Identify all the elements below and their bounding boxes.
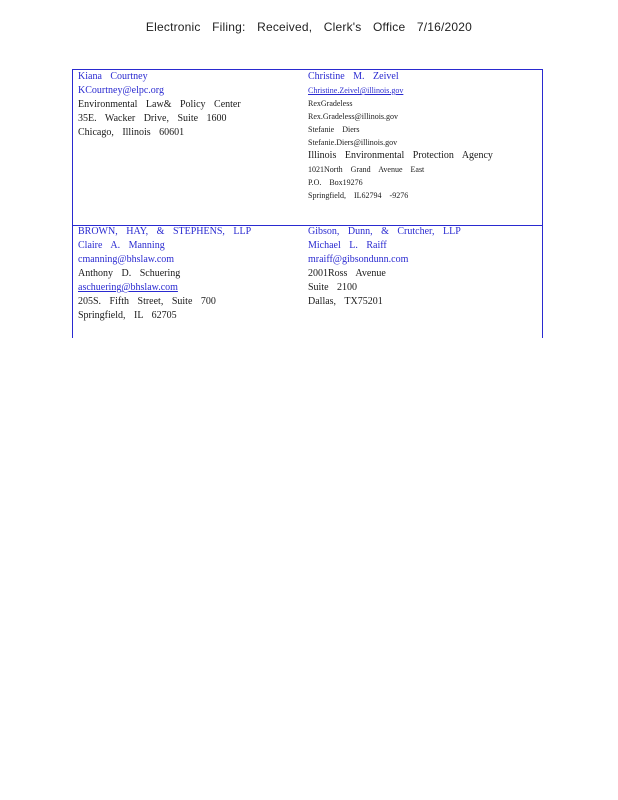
contact-name: Stefanie Diers [308,125,360,134]
contact-name: Claire A. Manning [78,240,165,251]
contact-email-link[interactable]: KCourtney@elpc.org [78,85,164,96]
organization-name: Illinois Environmental Protection Agency [308,150,493,161]
contact-name: RexGradeless [308,99,353,108]
filing-stamp-header: Electronic Filing: Received, Clerk's Office 7/16/2020 [145,20,473,34]
contact-email-link[interactable]: cmanning@bhslaw.com [78,254,175,265]
contact-name: Christine M. Zeivel [308,71,399,82]
address-city: Chicago, Illinois 60601 [78,127,185,138]
firm-name: BROWN, HAY, & STEPHENS, LLP [78,226,252,237]
contact-name: Anthony D. Schuering [78,268,181,279]
address-city: Dallas, TX75201 [308,296,383,307]
contact-cell-elpc [78,70,303,140]
address-suite: Suite 2100 [308,282,358,293]
contact-name: Michael L. Raiff [308,240,387,251]
contact-email: Stefanie.Diers@illinois.gov [308,138,398,147]
service-list-table [72,69,543,338]
firm-name: Gibson, Dunn, & Crutcher, LLP [308,226,461,237]
address-po-box: P.O. Box19276 [308,178,363,187]
contact-cell-gibson-dunn [308,225,540,309]
address-city: Springfield, IL62794 -9276 [308,191,409,200]
contact-cell-iepa [308,70,540,202]
contact-email: Rex.Gradeless@illinois.gov [308,112,399,121]
contact-name: Kiana Courtney [78,71,148,82]
organization-name: Environmental Law& Policy Center [78,99,241,110]
address-street: 205S. Fifth Street, Suite 700 [78,296,216,307]
contact-email-link[interactable]: aschuering@bhslaw.com [78,282,178,293]
contact-email-link[interactable]: Christine.Zeivel@illinois.gov [308,86,404,95]
address-street: 35E. Wacker Drive, Suite 1600 [78,113,227,124]
address-street: 1021North Grand Avenue East [308,165,425,174]
address-street: 2001Ross Avenue [308,268,386,279]
address-city: Springfield, IL 62705 [78,310,177,321]
contact-cell-brown-hay [78,225,303,323]
contact-email-link[interactable]: mraiff@gibsondunn.com [308,254,409,265]
